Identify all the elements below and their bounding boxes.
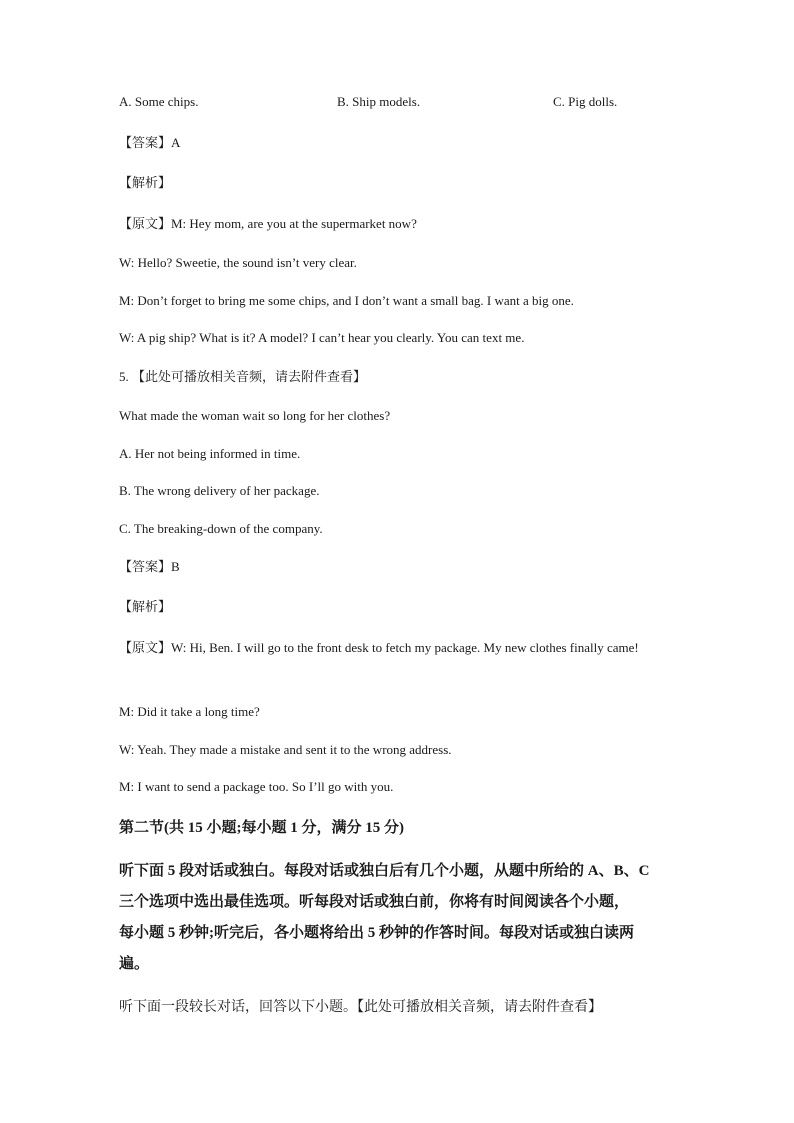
q4-transcript-line: M: Don’t forget to bring me some chips, and I don’t want a small bag. I want a big one. bbox=[119, 293, 574, 308]
q5-option-a: A. Her not being informed in time. bbox=[119, 446, 301, 461]
instruction-line: 听下面 5 段对话或独白。每段对话或独白后有几个小题，从题中所给的 A、B、C bbox=[119, 863, 650, 879]
q4-transcript-line: W: A pig ship? What is it? A model? I can’t hear you clearly. You can text me. bbox=[119, 330, 525, 345]
q4-option-a: A. Some chips. bbox=[119, 94, 199, 109]
q5-transcript-paragraph: 【原文】W: Hi, Ben. I will go to the front desk to fetch my package. My new clothes finally came! bbox=[119, 640, 639, 655]
q4-answer: 【答案】A bbox=[119, 135, 181, 150]
q4-analysis-label: 【解析】 bbox=[119, 175, 172, 190]
q5-transcript-line: M: I want to send a package too. So I’ll go with you. bbox=[119, 779, 394, 794]
instruction-line: 三个选项中选出最佳选项。听每段对话或独白前，你将有时间阅读各个小题， bbox=[119, 894, 630, 910]
q4-option-b: B. Ship models. bbox=[337, 94, 421, 109]
q5-analysis-label: 【解析】 bbox=[119, 599, 172, 614]
section-heading: 第二节(共 15 小题;每小题 1 分，满分 15 分) bbox=[119, 820, 404, 836]
instruction-line: 每小题 5 秒钟;听完后，各小题将给出 5 秒钟的作答时间。每段对话或独白读两 bbox=[119, 925, 634, 941]
q5-title: 5. 【此处可播放相关音频，请去附件查看】 bbox=[119, 369, 367, 384]
q5-answer: 【答案】B bbox=[119, 559, 180, 574]
q4-option-c: C. Pig dolls. bbox=[553, 94, 618, 109]
section-instructions bbox=[119, 856, 691, 980]
q5-prompt: What made the woman wait so long for her clothes? bbox=[119, 408, 391, 423]
q5-transcript-line: M: Did it take a long time? bbox=[119, 704, 260, 719]
listen-prompt: 听下面一段较长对话，回答以下小题。【此处可播放相关音频，请去附件查看】 bbox=[119, 1000, 602, 1015]
q5-option-b: B. The wrong delivery of her package. bbox=[119, 483, 320, 498]
q4-transcript-line: 【原文】M: Hey mom, are you at the supermarket now? bbox=[119, 216, 417, 231]
q5-option-c: C. The breaking-down of the company. bbox=[119, 521, 323, 536]
q4-options bbox=[119, 94, 679, 112]
q5-transcript-line: W: Yeah. They made a mistake and sent it to the wrong address. bbox=[119, 742, 452, 757]
instruction-line: 遍。 bbox=[119, 956, 150, 972]
q4-transcript-line: W: Hello? Sweetie, the sound isn’t very clear. bbox=[119, 255, 357, 270]
